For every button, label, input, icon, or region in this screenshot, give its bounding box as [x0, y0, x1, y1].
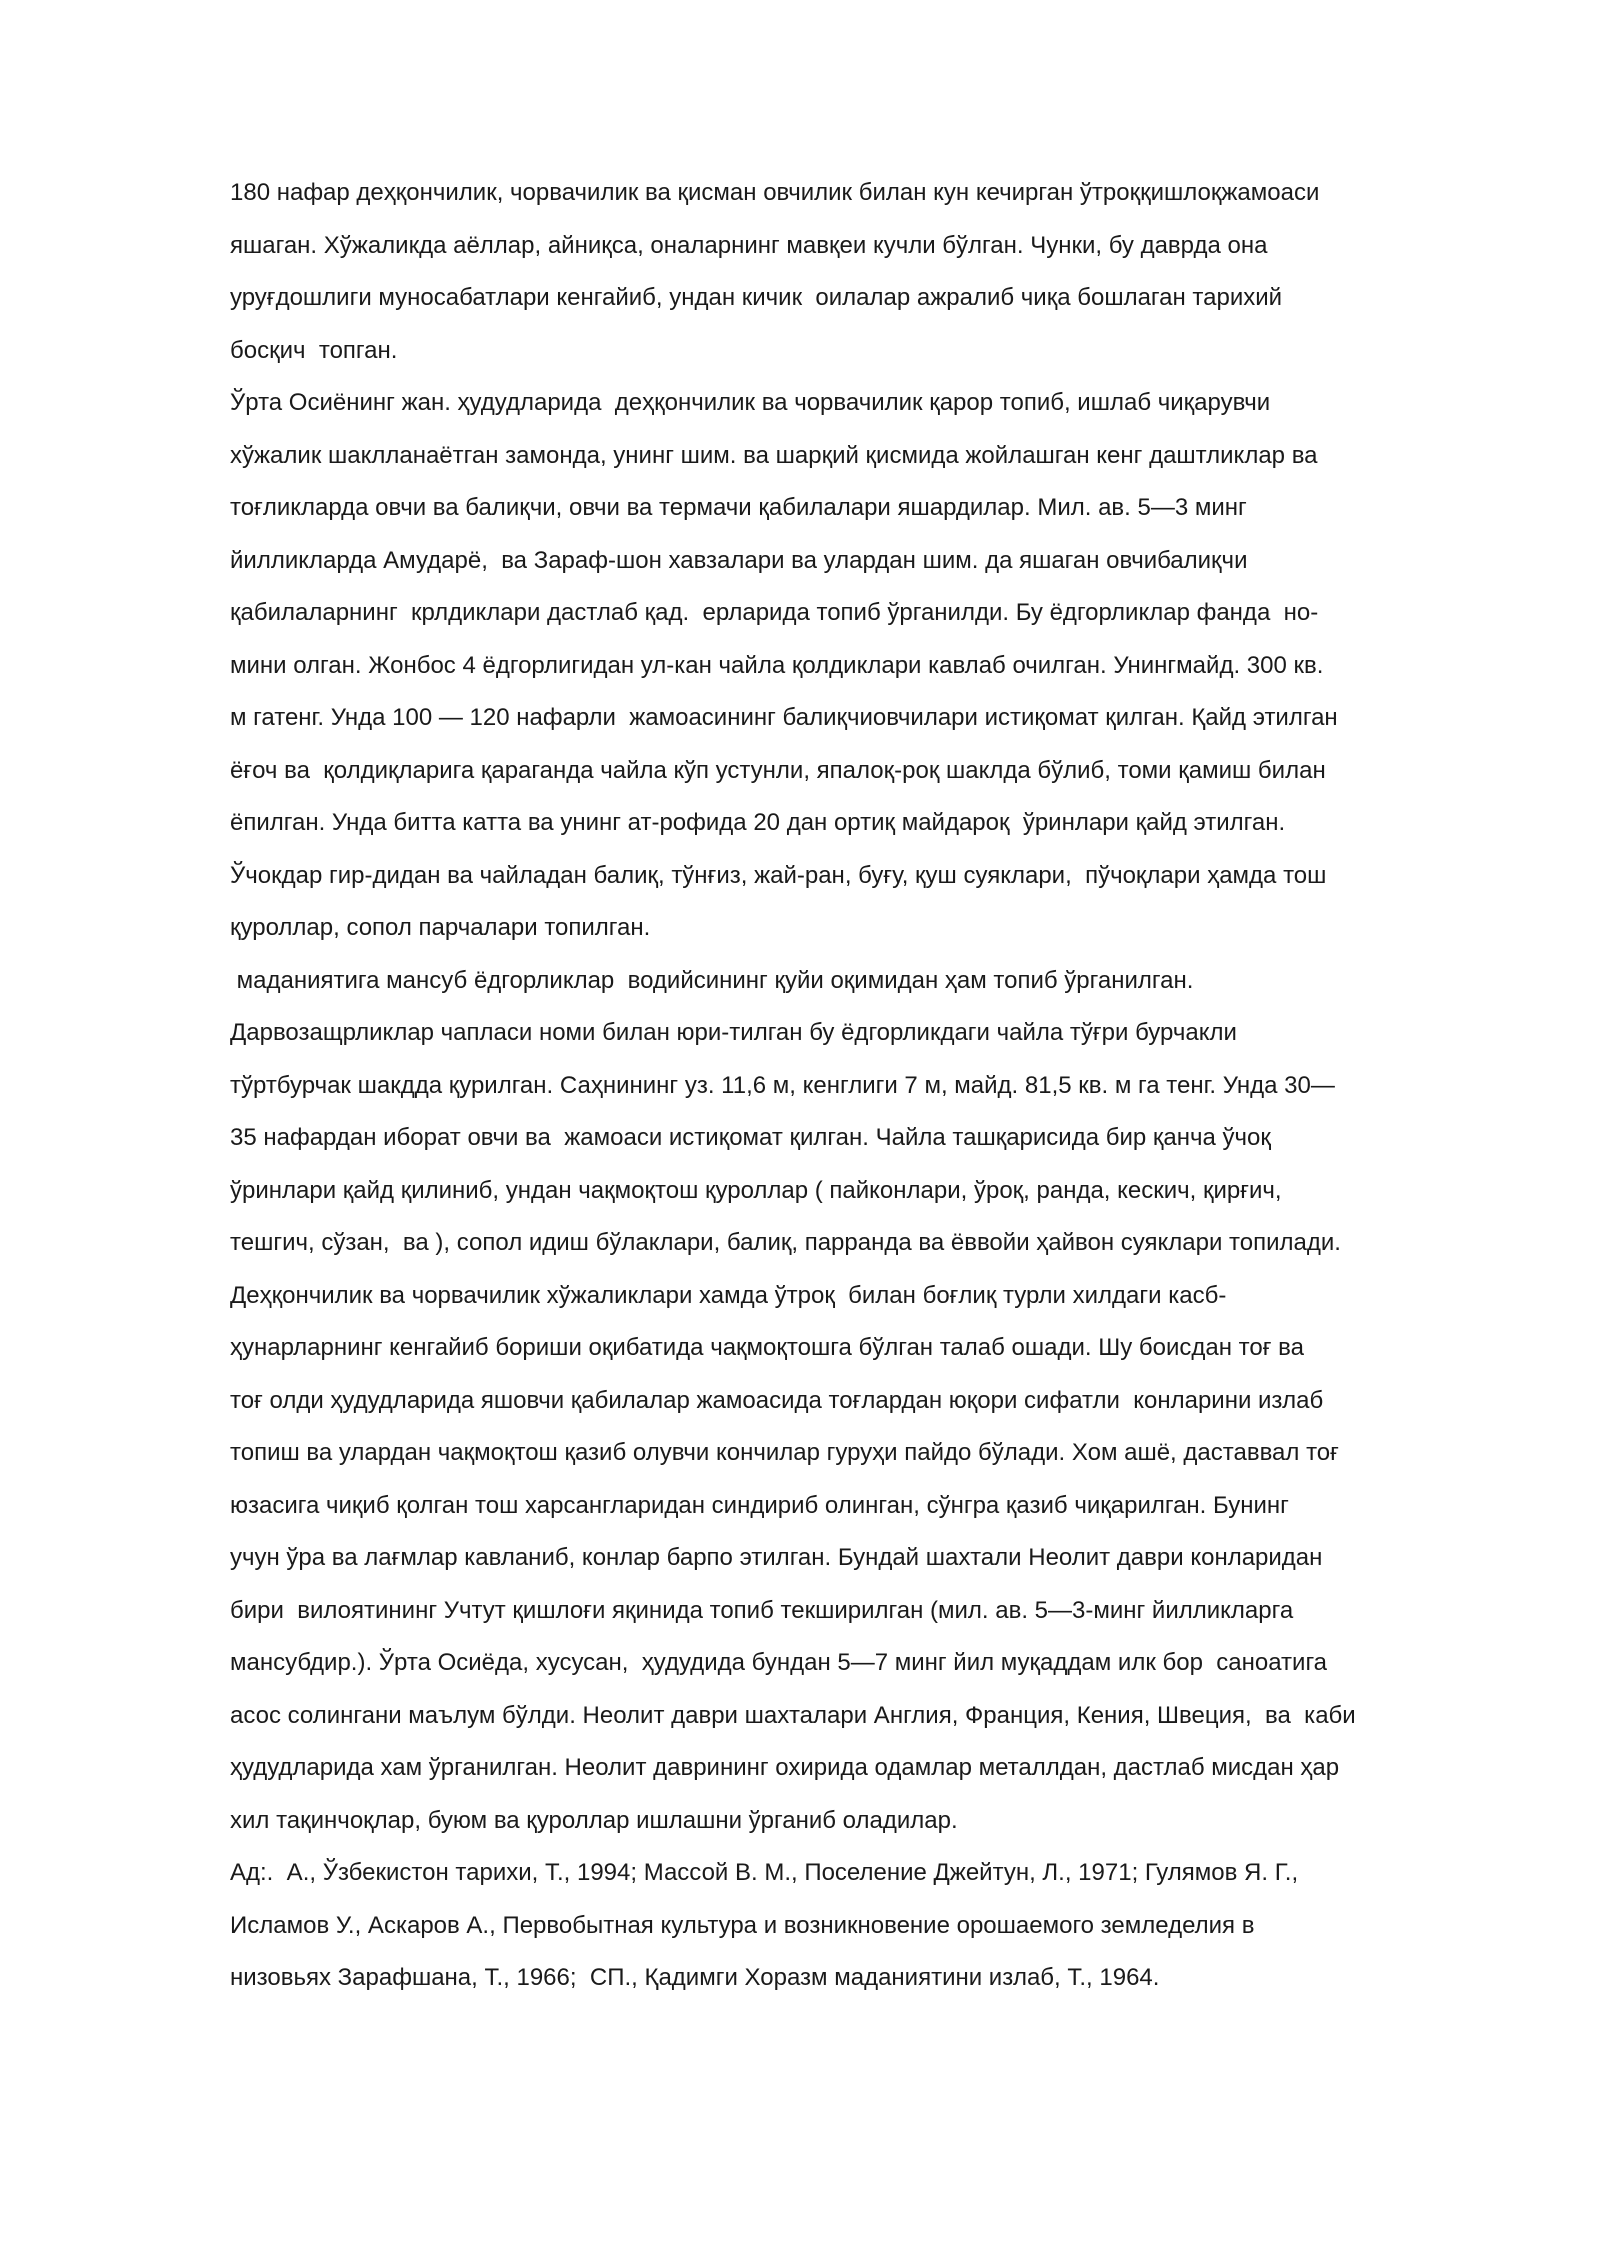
text-line: топиш ва улардан чақмоқтош қазиб олувчи кончилар гуруҳи пайдо бўлади. Хом ашё, даставвал тоғ [230, 1439, 1339, 1466]
text-line: учун ўра ва лағмлар кавланиб, конлар барпо этилган. Бундай шахтали Неолит даври конларидан [230, 1544, 1323, 1571]
text-line: йилликларда Амударё, ва Зараф-шон хавзалари ва улардан шим. да яшаган овчибалиқчи [230, 546, 1248, 574]
text-line: Ўрта Осиёнинг жан. ҳудудларида деҳқончилик ва чорвачилик қарор топиб, ишлаб чиқарувчи [230, 389, 1271, 416]
text-line: бири вилоятининг Учтут қишлоғи яқинида топиб текширилган (мил. ав. 5—3-минг йилликларга [230, 1596, 1294, 1624]
text-line: қуроллар, сопол парчалари топилган. [230, 914, 651, 941]
text-line: Деҳқончилик ва чорвачилик хўжаликлари хамда ўтроқ билан боғлиқ турли хилдаги касб- [230, 1281, 1227, 1309]
text-line: 180 нафар деҳқончилик, чорвачилик ва қисман овчилик билан кун кечирган ўтроққишлоқжамоаси [230, 179, 1320, 206]
text-line: Ад:. А., Ўзбекистон тарихи, Т., 1994; Массой В. М., Поселение Джейтун, Л., 1971; Гулямов Я. Г., [230, 1859, 1299, 1886]
text-line: яшаган. Хўжаликда аёллар, айниқса, оналарнинг мавқеи кучли бўлган. Чунки, бу даврда она [230, 231, 1268, 259]
text-line: м гатенг. Унда 100 — 120 нафарли жамоасининг балиқчиовчилари истиқомат қилган. Қайд этилган [230, 704, 1338, 731]
text-line: ҳудудларида хам ўрганилган. Неолит даврининг охирида одамлар металлдан, дастлаб мисдан ҳар [230, 1754, 1340, 1781]
text-line: босқич топган. [230, 336, 398, 364]
text-line: тоғ олди ҳудудларида яшовчи қабилалар жамоасида тоғлардан юқори сифатли конларини излаб [230, 1386, 1324, 1414]
text-line: хўжалик шаклланаётган замонда, унинг шим. ва шарқий қисмида жойлашган кенг даштликлар ва [230, 441, 1318, 469]
text-line: низовьях Зарафшана, Т., 1966; СП., Қадимги Хоразм маданиятини излаб, Т., 1964. [230, 1964, 1160, 1991]
text-line: ёпилган. Унда битта катта ва унинг ат-рофида 20 дан ортиқ майдароқ ўринлари қайд этилган. [230, 809, 1286, 836]
text-line: мансубдир.). Ўрта Осиёда, хусусан, ҳудудида бундан 5—7 минг йил муқаддам илк бор саноатига [230, 1649, 1328, 1676]
text-line: тешгич, сўзан, ва ), сопол идиш бўлаклари, балиқ, парранда ва ёввойи ҳайвон суяклари топилади. [230, 1229, 1341, 1256]
text-line: хил тақинчоқлар, буюм ва қуроллар ишлашни ўрганиб оладилар. [230, 1806, 958, 1834]
text-line: маданиятига мансуб ёдгорликлар водийсининг қуйи оқимидан ҳам топиб ўрганилган. [230, 966, 1194, 994]
text-line: ёғоч ва қолдиқларига қараганда чайла кўп устунли, япалоқ-роқ шаклда бўлиб, томи қамиш билан [230, 756, 1326, 784]
text-line: тоғликларда овчи ва балиқчи, овчи ва термачи қабилалари яшардилар. Мил. ав. 5—3 минг [230, 494, 1247, 521]
text-line: 35 нафардан иборат овчи ва жамоаси истиқомат қилган. Чайла ташқарисида бир қанча ўчоқ [230, 1124, 1271, 1151]
document-body-text [230, 167, 1500, 2005]
text-line: ўринлари қайд қилиниб, ундан чақмоқтош қуроллар ( пайконлари, ўроқ, ранда, кескич, қирғич, [230, 1176, 1282, 1204]
text-line: мини олган. Жонбос 4 ёдгорлигидан ул-кан чайла қолдиклари кавлаб очилган. Унингмайд. 300 кв. [230, 651, 1324, 679]
text-line: уруғдошлиги муносабатлари кенгайиб, ундан кичик оилалар ажралиб чиқа бошлаган тарихий [230, 284, 1283, 311]
text-line: Исламов У., Аскаров А., Первобытная культура и возникновение орошаемого земледелия в [230, 1911, 1255, 1939]
text-line: тўртбурчак шакдда қурилган. Саҳнининг уз. 11,6 м, кенглиги 7 м, майд. 81,5 кв. м га тенг. Унда 30— [230, 1071, 1335, 1099]
text-line: юзасига чиқиб қолган тош харсангларидан синдириб олинган, сўнгра қазиб чиқарилган. Бунинг [230, 1491, 1289, 1519]
text-line: қабилаларнинг крлдиклари дастлаб қад. ерларида топиб ўрганилди. Бу ёдгорликлар фанда но- [230, 599, 1319, 626]
text-line: асос солингани маълум бўлди. Неолит даври шахталари Англия, Франция, Кения, Швеция, ва каби [230, 1701, 1356, 1729]
text-line: Ўчокдар гир-дидан ва чайладан балиқ, тўнғиз, жай-ран, буғу, қуш суяклари, пўчоқлари ҳамда тош [230, 861, 1327, 889]
text-line: Дарвозащрликлар чапласи номи билан юри-тилган бу ёдгорликдаги чайла тўғри бурчакли [230, 1019, 1237, 1046]
text-line: ҳунарларнинг кенгайиб бориши оқибатида чақмоқтошга бўлган талаб ошади. Шу боисдан тоғ ва [230, 1334, 1304, 1361]
